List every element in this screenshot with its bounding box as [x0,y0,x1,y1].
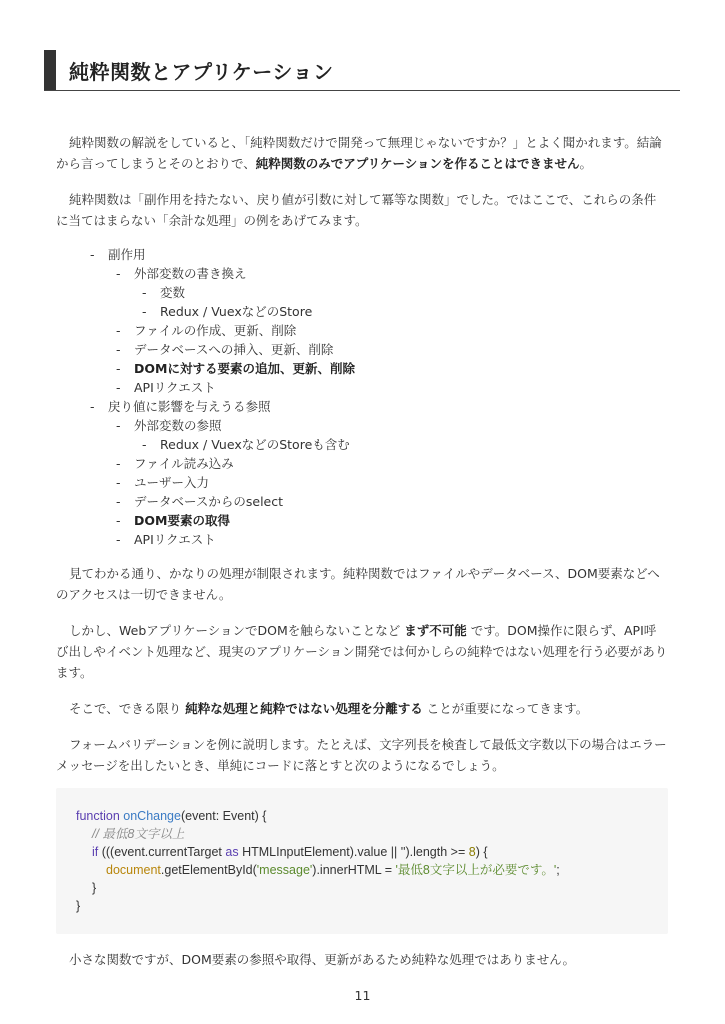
list-item: - 外部変数の書き換え [116,266,247,281]
code-line: // 最低8文字以上 [92,827,185,841]
paragraph-6: フォームバリデーションを例に説明します。たとえば、文字列長を検査して最低文字数以下の場合はエラーメッセージを出したいとき、単純にコードに落とすと次のようになるでしょう。 [56,737,667,773]
list-item: - ユーザー入力 [116,475,210,490]
list-item: - 副作用 [90,247,146,262]
list-item: - ファイルの作成、更新、削除 [116,323,297,338]
paragraph-2: 純粋関数は「副作用を持たない、戻り値が引数に対して冪等な関数」でした。ではここで、これらの条件に当てはまらない「余計な処理」の例をあげてみます。 [56,192,657,228]
list-item: - DOMに対する要素の追加、更新、削除 [116,361,355,376]
list-item: - Redux / VuexなどのStore [142,304,313,319]
list-item: - APIリクエスト [116,532,216,547]
paragraph-7: 小さな関数ですが、DOM要素の参照や取得、更新があるため純粋な処理ではありません。 [69,952,576,967]
paragraph-1: 純粋関数の解説をしていると、「純粋関数だけで開発って無理じゃないですか？」とよく聞かれます。結論から言ってしまうとそのとおりで、純粋関数のみでアプリケーションを作ることはできません。 [56,135,662,171]
code-line: document.getElementById('message').innerHTML = '最低8文字以上が必要です。'; [106,863,560,877]
code-line: } [92,881,97,895]
code-block [56,788,668,934]
list-item: - DOM要素の取得 [116,513,230,528]
code-line: function onChange(event: Event) { [76,809,267,823]
heading-bar [44,50,56,90]
paragraph-5: そこで、できる限り 純粋な処理と純粋ではない処理を分離する ことが重要になってきます。 [69,701,589,716]
list-item: - データベースからのselect [116,494,284,509]
code-line: if (((event.currentTarget as HTMLInputElement).value || '').length >= 8) { [92,845,488,859]
list-item: - 外部変数の参照 [116,418,222,433]
emphasis: まず不可能 [404,623,467,638]
page-title: 純粋関数とアプリケーション [69,60,334,84]
code-line: } [76,899,81,913]
emphasis: 純粋な処理と純粋ではない処理を分離する [185,701,423,716]
list-item: - 変数 [142,285,186,300]
list-item: - ファイル読み込み [116,456,234,471]
list-item: - 戻り値に影響を与えうる参照 [90,399,271,414]
emphasis: 純粋関数のみでアプリケーションを作ることはできません [255,156,580,171]
paragraph-4: しかし、WebアプリケーションでDOMを触らないことなど まず不可能 です。DOM操作に限らず、API呼び出しやイベント処理など、現実のアプリケーション開発では何かしらの純粋ではない処理を行う必要があります。 [56,623,668,680]
page-number: 11 [354,988,371,1003]
paragraph-3: 見てわかる通り、かなりの処理が制限されます。純粋関数ではファイルやデータベース、DOM要素などへのアクセスは一切できません。 [56,566,660,602]
list-item: - データベースへの挿入、更新、削除 [116,342,334,357]
section-heading [44,50,680,91]
list-item: - Redux / VuexなどのStoreも含む [142,437,350,452]
list-item: - APIリクエスト [116,380,216,395]
